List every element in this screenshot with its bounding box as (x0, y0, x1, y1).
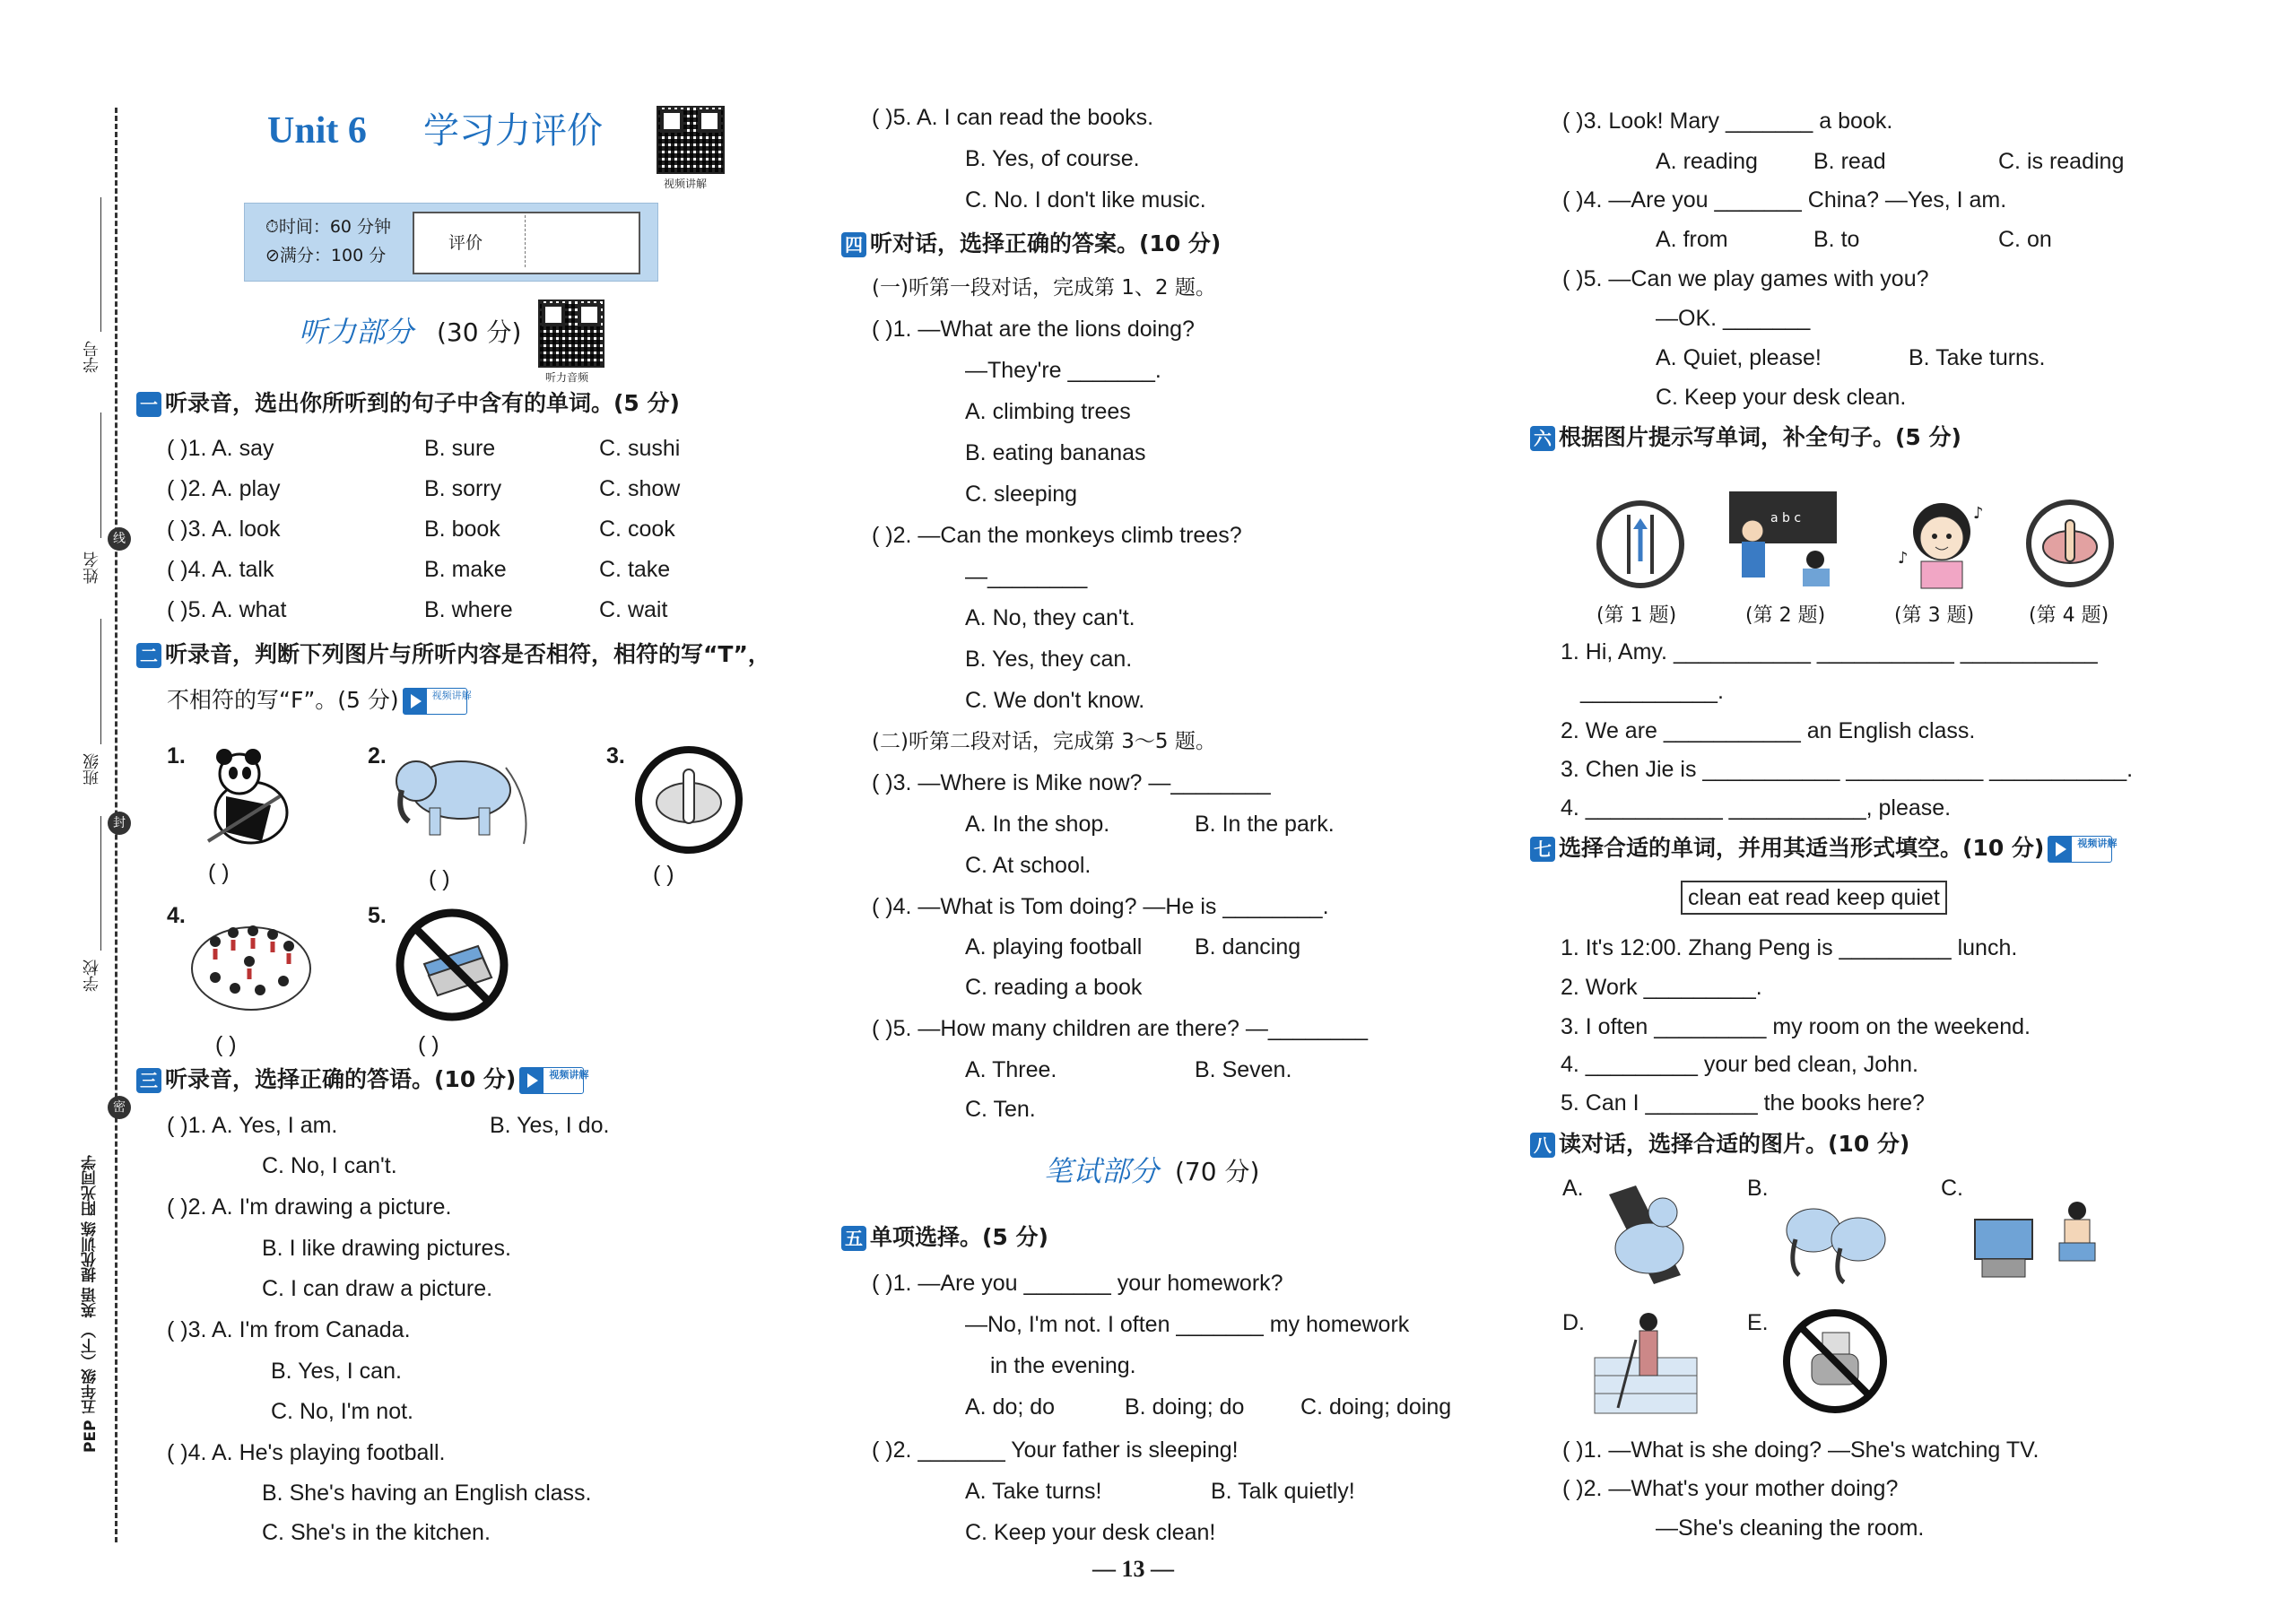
section-7-text: 选择合适的单词，并用其适当形式填空。(10 分) (1559, 835, 2045, 861)
s7-word-box: clean eat read keep quiet (1681, 881, 1947, 915)
s3-q1: ( )1. A. Yes, I am. (167, 1113, 338, 1138)
section-8-badge: 八 (1530, 1133, 1555, 1158)
video-qr-code[interactable] (657, 106, 725, 174)
play-icon (404, 689, 427, 714)
s4-q2-a: A. No, they can't. (965, 605, 1135, 630)
section-7-badge: 七 (1530, 837, 1555, 862)
s8-pic-c-tv (1970, 1193, 2104, 1286)
s5-q5-c: C. Keep your desk clean. (1656, 385, 1907, 410)
section-2-title (136, 640, 770, 669)
s6-caption-1: (第 1 题) (1596, 604, 1677, 627)
side-label-class: 班级 (83, 753, 101, 786)
listening-title: 听力部分 (299, 315, 414, 349)
s5-q4-a: A. from (1656, 227, 1728, 252)
section-4-text: 听对话，选择正确的答案。(10 分) (870, 230, 1222, 256)
s4-q3: ( )3. —Where is Mike now? —________ (872, 770, 1271, 795)
s4-q3-b: B. In the park. (1195, 812, 1335, 837)
s6-pic1-arrow-door (1595, 499, 1686, 590)
s1-q5: ( )5. A. what (167, 597, 287, 622)
section-6-badge: 六 (1530, 426, 1555, 451)
side-line (100, 413, 101, 538)
s8-pic-d-cleaning (1591, 1304, 1700, 1419)
s8-pic-a-animals (1600, 1177, 1699, 1290)
section-3-text: 听录音，选择正确的答语。(10 分) (165, 1066, 517, 1092)
section-4-badge: 四 (841, 232, 866, 257)
s8-label-b: B. (1747, 1176, 1769, 1201)
s5-q2-c: C. Keep your desk clean! (965, 1520, 1216, 1545)
s3-q1-c: C. No, I can't. (262, 1153, 397, 1178)
s2-paren-3: ( ) (653, 862, 674, 887)
s4-q3-a: A. In the shop. (965, 812, 1110, 837)
evaluation-label: 评价 (448, 233, 483, 253)
s1-q3-c: C. cook (599, 517, 675, 542)
s5-q5-b: B. Take turns. (1909, 345, 2046, 370)
s1-q1-b: B. sure (424, 436, 496, 461)
s8-pic-b-elephants (1778, 1177, 1894, 1290)
no-books-sign-picture (393, 906, 511, 1024)
s6-line-3: 3. Chen Jie is ___________ ___________ ___________. (1561, 757, 2134, 782)
s7-q2: 2. Work _________. (1561, 975, 1762, 1000)
section-2-text: 听录音，判断下列图片与所听内容是否相符，相符的写“T”， (165, 641, 770, 667)
full-score: ⊘满分：100 分 (265, 246, 387, 265)
s5-q2: ( )2. _______ Your father is sleeping! (872, 1437, 1239, 1463)
s4-q2: ( )2. —Can the monkeys climb trees? (872, 523, 1242, 548)
section-6-title (1530, 423, 1961, 452)
s4-q5: ( )5. —How many children are there? —________ (872, 1016, 1369, 1041)
s6-line-2: 2. We are ___________ an English class. (1561, 718, 1976, 743)
s5-q3: ( )3. Look! Mary _______ a book. (1562, 109, 1893, 134)
svg-text:♪: ♪ (1973, 504, 1984, 523)
s8-label-e: E. (1747, 1310, 1769, 1335)
s5-q1-l2: —No, I'm not. I often _______ my homework (965, 1312, 1410, 1337)
s1-q3-b: B. book (424, 517, 500, 542)
section-1-title (136, 389, 680, 418)
s5-q4-b: B. to (1813, 227, 1860, 252)
s1-q5-b: B. where (424, 597, 513, 622)
s4-q4-a: A. playing football (965, 934, 1143, 960)
elephant-picture (389, 750, 542, 848)
s1-q4-b: B. make (424, 557, 507, 582)
s2-num-2: 2. (368, 743, 387, 769)
s3-q4-b: B. She's having an English class. (262, 1481, 592, 1506)
s5-q1: ( )1. —Are you _______ your homework? (872, 1271, 1283, 1296)
s1-q2-c: C. show (599, 476, 681, 501)
section-3-title (136, 1065, 589, 1094)
s7-q1: 1. It's 12:00. Zhang Peng is _________ lunch. (1561, 935, 2018, 960)
s3-q5: ( )5. A. I can read the books. (872, 105, 1154, 130)
s4-q2-l2: —________ (965, 564, 1088, 589)
s6-caption-2: (第 2 题) (1745, 604, 1826, 627)
quiet-sign-picture (633, 744, 744, 855)
audio-qr-code[interactable] (538, 300, 604, 368)
s8-q1: ( )1. —What is she doing? —She's watching TV. (1562, 1437, 2039, 1463)
qr-caption: 视频讲解 (664, 178, 708, 190)
section-5-badge: 五 (841, 1226, 866, 1251)
s3-q2-b: B. I like drawing pictures. (262, 1236, 511, 1261)
s2-num-3: 3. (606, 743, 625, 769)
s3-q3-b: B. Yes, I can. (271, 1359, 402, 1384)
s1-q2-b: B. sorry (424, 476, 502, 501)
s4-q1-b: B. eating bananas (965, 440, 1146, 465)
s1-q5-c: C. wait (599, 597, 668, 622)
s3-q5-b: B. Yes, of course. (965, 146, 1140, 171)
section-5-title (841, 1223, 1048, 1252)
s5-q3-a: A. reading (1656, 149, 1758, 174)
s8-label-a: A. (1562, 1176, 1584, 1201)
s6-line-1b: ___________. (1580, 679, 1724, 704)
s4-q4-c: C. reading a book (965, 975, 1143, 1000)
video-button-s2[interactable] (403, 688, 472, 715)
s7-q3: 3. I often _________ my room on the weekend. (1561, 1014, 2031, 1039)
section-6-text: 根据图片提示写单词，补全句子。(5 分) (1559, 424, 1961, 450)
side-line (100, 197, 101, 332)
section-1-text: 听录音，选出你所听到的句子中含有的单词。(5 分) (165, 390, 680, 416)
s5-q5-a: A. Quiet, please! (1656, 345, 1822, 370)
s3-q1-b: B. Yes, I do. (490, 1113, 610, 1138)
s3-q3: ( )3. A. I'm from Canada. (167, 1317, 411, 1342)
s4-q5-b: B. Seven. (1195, 1057, 1292, 1082)
section-8-title (1530, 1130, 1909, 1159)
s3-q3-c: C. No, I'm not. (271, 1399, 413, 1424)
section-2-title-line2 (167, 686, 472, 715)
s6-line-1: 1. Hi, Amy. ___________ ___________ ___________ (1561, 639, 2098, 664)
s5-q3-c: C. is reading (1998, 149, 2125, 174)
s4-q5-a: A. Three. (965, 1057, 1057, 1082)
s4-q1-l2: —They're _______. (965, 358, 1161, 383)
s3-q4: ( )4. A. He's playing football. (167, 1440, 446, 1465)
play-icon (520, 1068, 544, 1093)
s1-q1: ( )1. A. say (167, 436, 274, 461)
s5-q3-b: B. read (1813, 149, 1886, 174)
s4-q1: ( )1. —What are the lions doing? (872, 317, 1195, 342)
s6-caption-4: (第 4 题) (2029, 604, 2109, 627)
listening-points: (30 分) (437, 317, 522, 347)
s4-q1-c: C. sleeping (965, 482, 1078, 507)
side-line (100, 816, 101, 951)
written-points: (70 分) (1175, 1157, 1260, 1186)
s3-q5-c: C. No. I don't like music. (965, 187, 1206, 213)
s6-pic2-classroom (1726, 488, 1840, 592)
s1-q1-c: C. sushi (599, 436, 681, 461)
written-title: 笔试部分 (1044, 1154, 1160, 1188)
section-4-title (841, 230, 1221, 258)
video-label: 视频讲解 (431, 690, 472, 701)
section-2-text2: 不相符的写“F”。(5 分) (167, 687, 399, 713)
s1-q3: ( )3. A. look (167, 517, 281, 542)
s7-q4: 4. _________ your bed clean, John. (1561, 1052, 1918, 1077)
evaluation-divider (525, 215, 526, 267)
s5-q2-a: A. Take turns! (965, 1479, 1102, 1504)
s7-q5: 5. Can I _________ the books here? (1561, 1090, 1925, 1116)
s1-q4: ( )4. A. talk (167, 557, 274, 582)
svg-text:♪: ♪ (1898, 549, 1909, 568)
section-1-badge: 一 (136, 392, 161, 417)
s4-q2-b: B. Yes, they can. (965, 647, 1133, 672)
s5-q5: ( )5. —Can we play games with you? (1562, 266, 1929, 291)
side-label-school: 学校 (83, 960, 101, 992)
page-title: 学习力评价 (423, 110, 603, 152)
s5-q1-b: B. doing; do (1125, 1394, 1245, 1420)
section-2-badge: 二 (136, 643, 161, 668)
seal-circle-line: 线 (108, 527, 131, 551)
s4-q1-a: A. climbing trees (965, 399, 1131, 424)
s2-paren-5: ( ) (418, 1032, 439, 1057)
video-button-s7[interactable] (2048, 836, 2118, 863)
s4-q3-c: C. At school. (965, 853, 1091, 878)
s8-label-d: D. (1562, 1310, 1585, 1335)
video-label: 视频讲解 (549, 1069, 589, 1081)
s6-caption-3: (第 3 题) (1894, 604, 1975, 627)
s2-paren-4: ( ) (215, 1032, 237, 1057)
s2-num-4: 4. (167, 903, 186, 928)
s1-q4-c: C. take (599, 557, 671, 582)
s5-q4-c: C. on (1998, 227, 2052, 252)
section-7-title (1530, 834, 2118, 863)
s3-q4-c: C. She's in the kitchen. (262, 1520, 491, 1545)
s2-paren-1: ( ) (208, 860, 230, 885)
s6-line-4: 4. ___________ ___________, please. (1561, 795, 1952, 821)
s4-q5-c: C. Ten. (965, 1097, 1036, 1122)
audio-qr-caption: 听力音频 (545, 371, 589, 384)
s3-q2: ( )2. A. I'm drawing a picture. (167, 1194, 452, 1220)
s5-q1-a: A. do; do (965, 1394, 1056, 1420)
section-3-badge: 三 (136, 1068, 161, 1093)
s3-q2-c: C. I can draw a picture. (262, 1276, 493, 1301)
panda-picture (190, 743, 307, 850)
seal-circle-seal: 封 (108, 812, 131, 835)
section-5-text: 单项选择。(5 分) (870, 1224, 1048, 1250)
s5-q1-c: C. doing; doing (1300, 1394, 1452, 1420)
s6-pic3-girl-music (1892, 491, 1991, 592)
s4-q2-c: C. We don't know. (965, 688, 1145, 713)
side-label-student-id: 学号 (83, 341, 101, 373)
side-line (100, 619, 101, 744)
side-label-name: 姓名 (83, 551, 101, 584)
s4-sub2: (二)听第二段对话，完成第 3～5 题。 (872, 730, 1216, 753)
time-limit: ⏱时间：60 分钟 (265, 217, 392, 237)
s5-q2-b: B. Talk quietly! (1211, 1479, 1355, 1504)
s8-q2: ( )2. —What's your mother doing? (1562, 1476, 1899, 1501)
s8-label-c: C. (1941, 1176, 1963, 1201)
evaluation-box (413, 212, 640, 274)
seal-circle-secret: 密 (108, 1096, 131, 1119)
video-label: 视频讲解 (2077, 838, 2118, 849)
s2-paren-2: ( ) (429, 866, 450, 891)
play-icon (2048, 837, 2072, 862)
s5-q5-l2: —OK. _______ (1656, 306, 1811, 331)
page-number: — 13 — (1092, 1556, 1174, 1582)
s6-pic4-quiet-sign (2023, 497, 2117, 590)
s5-q4: ( )4. —Are you _______ China? —Yes, I am. (1562, 187, 2007, 213)
s4-sub1: (一)听第一段对话，完成第 1、2 题。 (872, 276, 1216, 300)
s2-num-1: 1. (167, 743, 186, 769)
book-series-label: PEP 五年级（下） 英语 提优训练 阳光同学 (82, 1154, 100, 1453)
s8-q2-l2: —She's cleaning the room. (1656, 1515, 1925, 1541)
section-8-text: 读对话，选择合适的图片。(10 分) (1559, 1131, 1910, 1157)
s2-num-5: 5. (368, 903, 387, 928)
s4-q4: ( )4. —What is Tom doing? —He is ________. (872, 894, 1329, 919)
svg-text:a b c: a b c (1770, 511, 1802, 525)
s4-q4-b: B. dancing (1195, 934, 1301, 960)
s5-q1-l3: in the evening. (990, 1353, 1136, 1378)
children-circle-picture (188, 906, 314, 1013)
s1-q2: ( )2. A. play (167, 476, 281, 501)
s8-pic-e-no-food (1779, 1306, 1891, 1417)
video-button-s3[interactable] (519, 1067, 589, 1094)
unit-label: Unit 6 (267, 110, 367, 152)
